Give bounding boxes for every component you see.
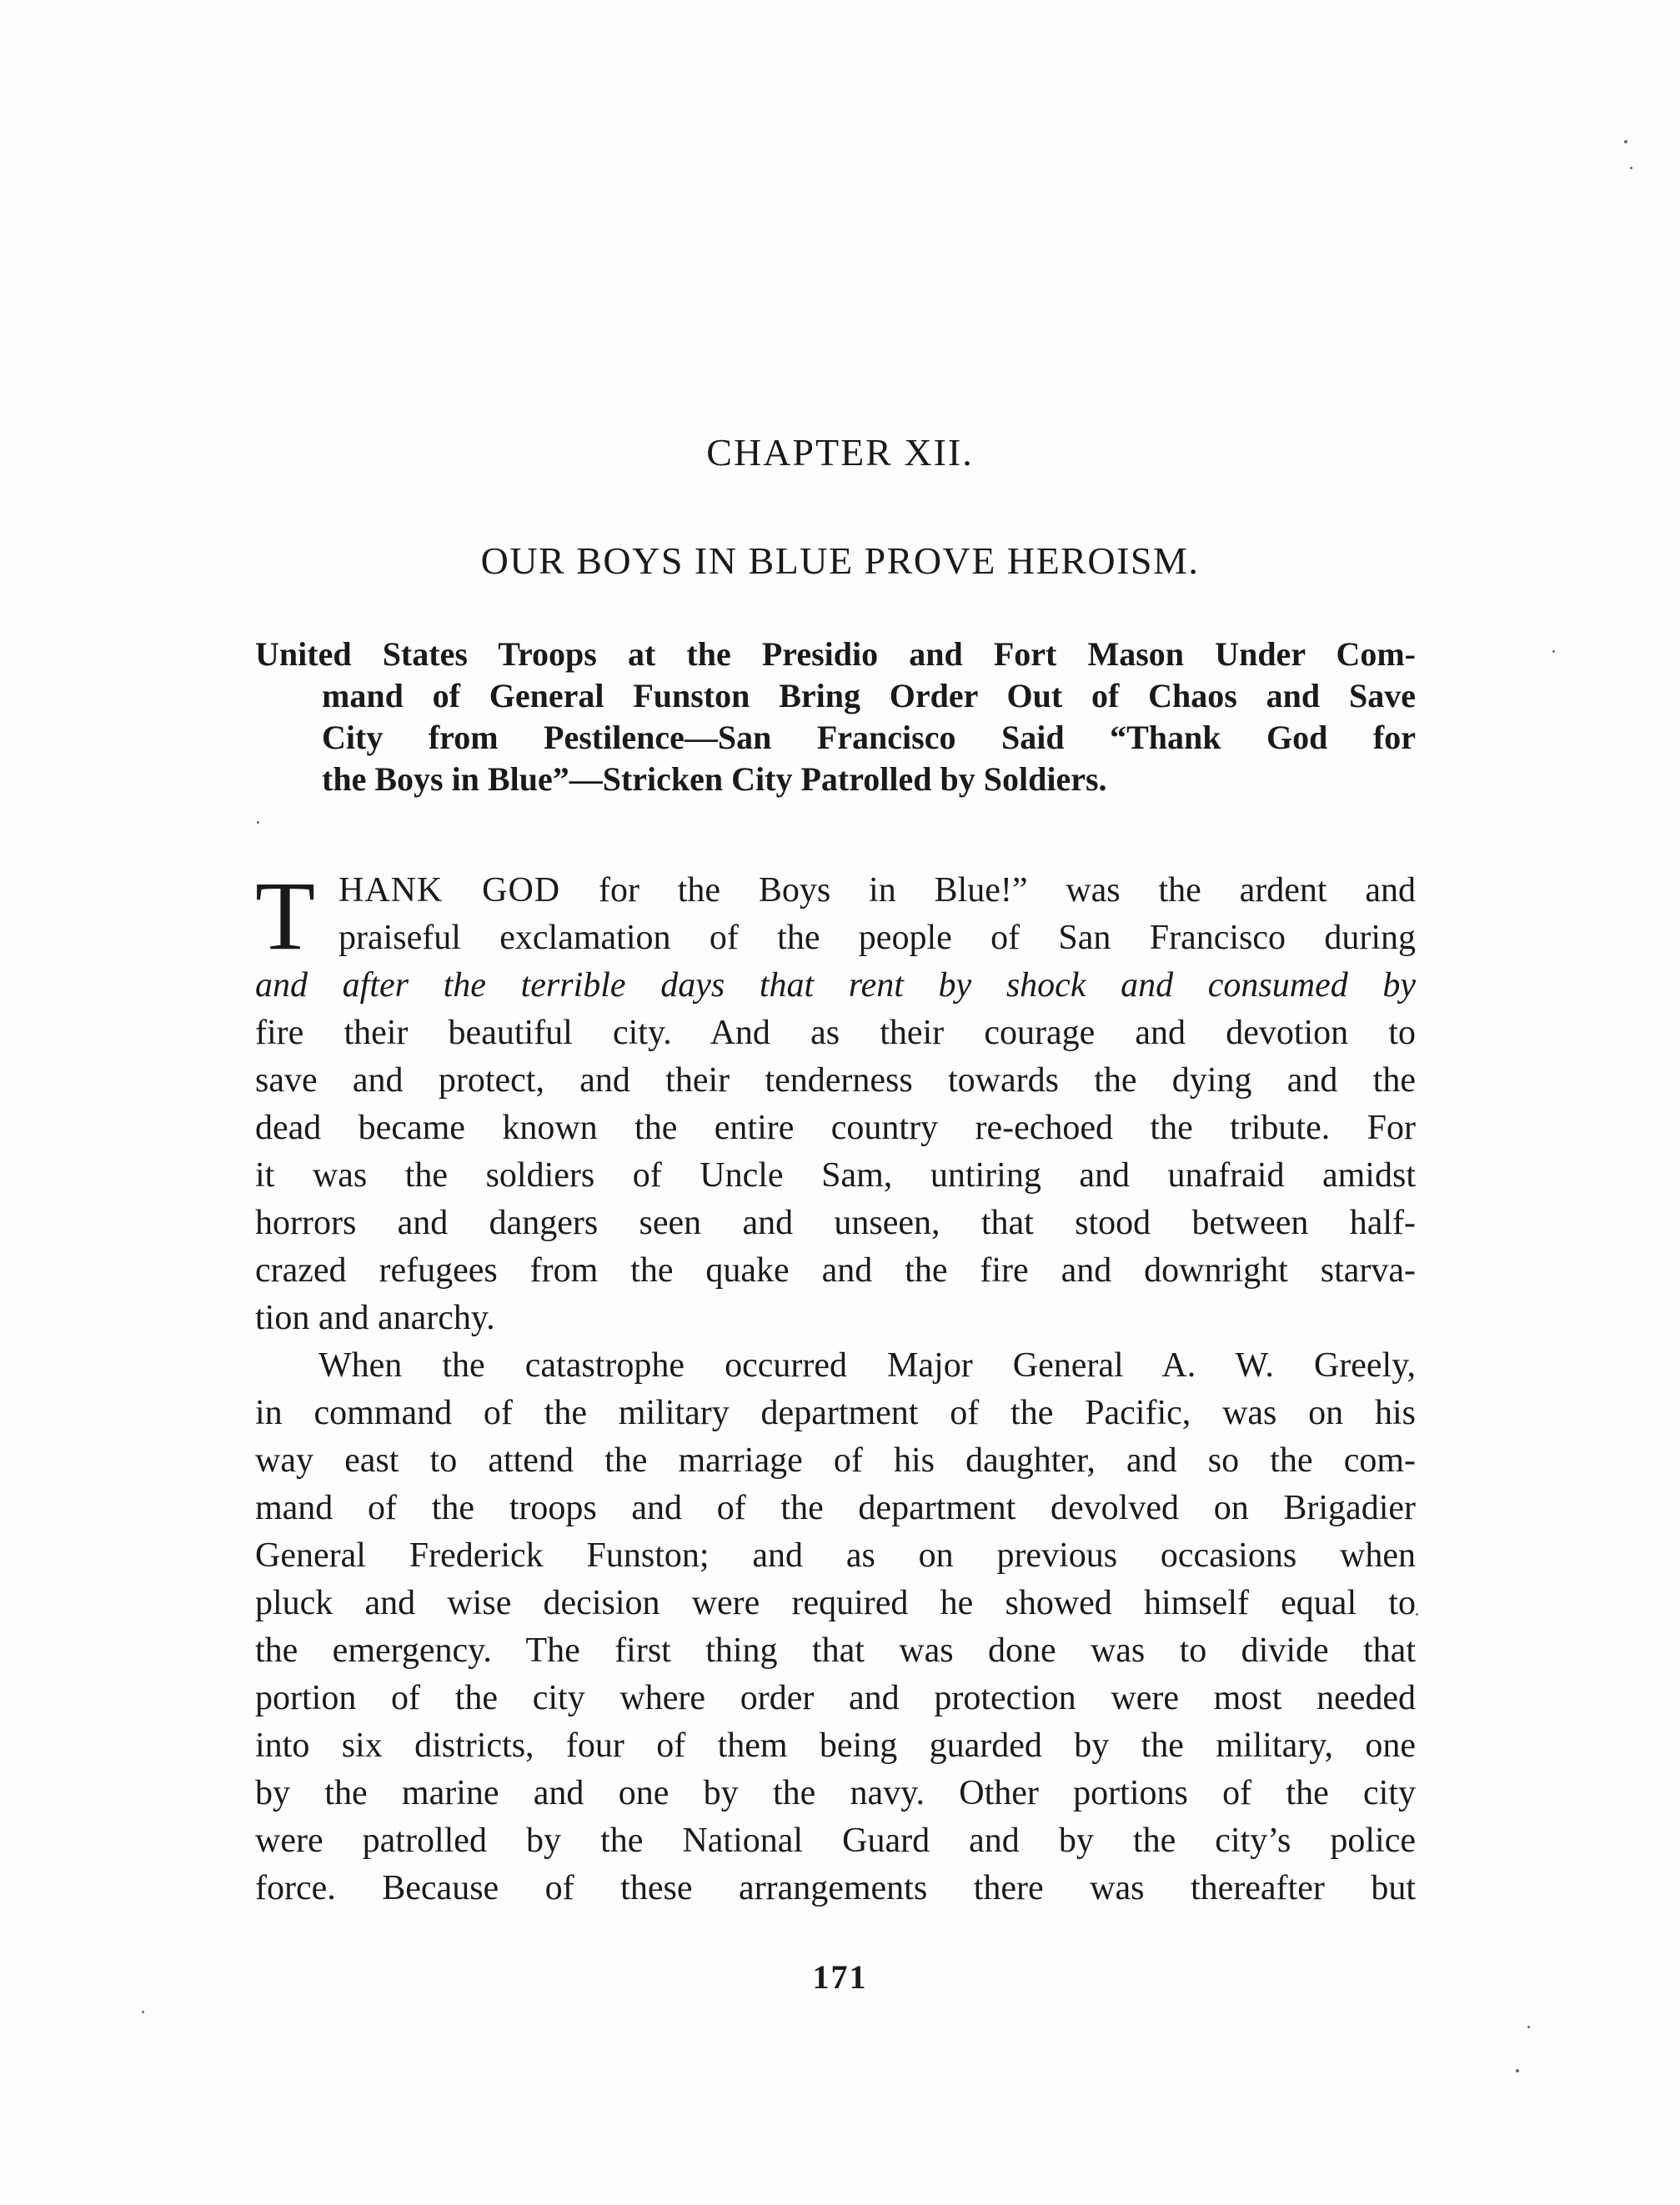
page-number: 171 — [812, 1958, 868, 1996]
text-line: praiseful exclamation of the people of San Francisco during — [339, 919, 1416, 957]
text-line — [255, 867, 1416, 915]
synopsis-line: United States Troops at the Presidio and Fort Mason Under Com- — [255, 635, 1416, 673]
text-line: force. Because of these arrangements there was thereafter but — [255, 1869, 1416, 1907]
scan-speck — [1552, 650, 1555, 653]
text-line: General Frederick Funston; and as on previous occasions when — [255, 1536, 1416, 1575]
text-line: and after the terrible days that rent by shock and consumed by — [255, 966, 1416, 1005]
text-line: it was the soldiers of Uncle Sam, untiring and unafraid amidst — [255, 1156, 1416, 1195]
text-line: tion and anarchy. — [255, 1299, 495, 1337]
text-line: fire their beautiful city. And as their courage and devotion to — [255, 1014, 1416, 1052]
text-line: the emergency. The first thing that was done was to divide that — [255, 1631, 1416, 1670]
text-line: horrors and dangers seen and unseen, that stood between half- — [255, 1204, 1416, 1242]
text-line: crazed refugees from the quake and the fire and downright starva- — [255, 1251, 1416, 1290]
chapter-title: OUR BOYS IN BLUE PROVE HEROISM. — [480, 539, 1200, 582]
chapter-number: CHAPTER XII. — [706, 431, 974, 474]
text-line: by the marine and one by the navy. Other portions of the city — [255, 1774, 1416, 1812]
text-line: in command of the military department of the Pacific, was on his — [255, 1394, 1416, 1432]
body-text — [255, 861, 1416, 1912]
text-line: mand of the troops and of the department devolved on Brigadier — [255, 1489, 1416, 1527]
text-line: pluck and wise decision were required he showed himself equal to — [255, 1584, 1416, 1622]
chapter-synopsis — [255, 634, 1416, 800]
drop-cap: T — [255, 861, 316, 970]
scan-speck — [142, 2011, 144, 2013]
scan-speck — [1416, 1613, 1418, 1616]
synopsis-line: mand of General Funston Bring Order Out of Chaos and Save — [322, 677, 1416, 714]
text-line: way east to attend the marriage of his daughter, and so the com- — [255, 1441, 1416, 1480]
scan-speck — [1630, 167, 1632, 169]
scan-speck — [1527, 2026, 1530, 2028]
text-line: portion of the city where order and protection were most needed — [255, 1679, 1416, 1717]
synopsis-line: the Boys in Blue”—Stricken City Patrolled by Soldiers. — [322, 760, 1107, 798]
text-line: save and protect, and their tenderness towards the dying and the — [255, 1061, 1416, 1100]
text-line: were patrolled by the National Guard and by the city’s police — [255, 1822, 1416, 1860]
scan-speck — [1624, 140, 1627, 143]
opening-smallcaps: HANK GOD — [339, 871, 561, 910]
text-line-rest: for the Boys in Blue!” was the ardent and — [560, 871, 1416, 910]
synopsis-line: City from Pestilence—San Francisco Said “Thank God for — [322, 719, 1416, 756]
text-line: dead became known the entire country re-echoed the tribute. For — [255, 1109, 1416, 1147]
text-line: When the catastrophe occurred Major General A. W. Greely, — [318, 1346, 1416, 1385]
scan-speck — [257, 821, 259, 824]
text-line: into six districts, four of them being guarded by the military, one — [255, 1726, 1416, 1765]
scan-speck — [1516, 2069, 1519, 2072]
